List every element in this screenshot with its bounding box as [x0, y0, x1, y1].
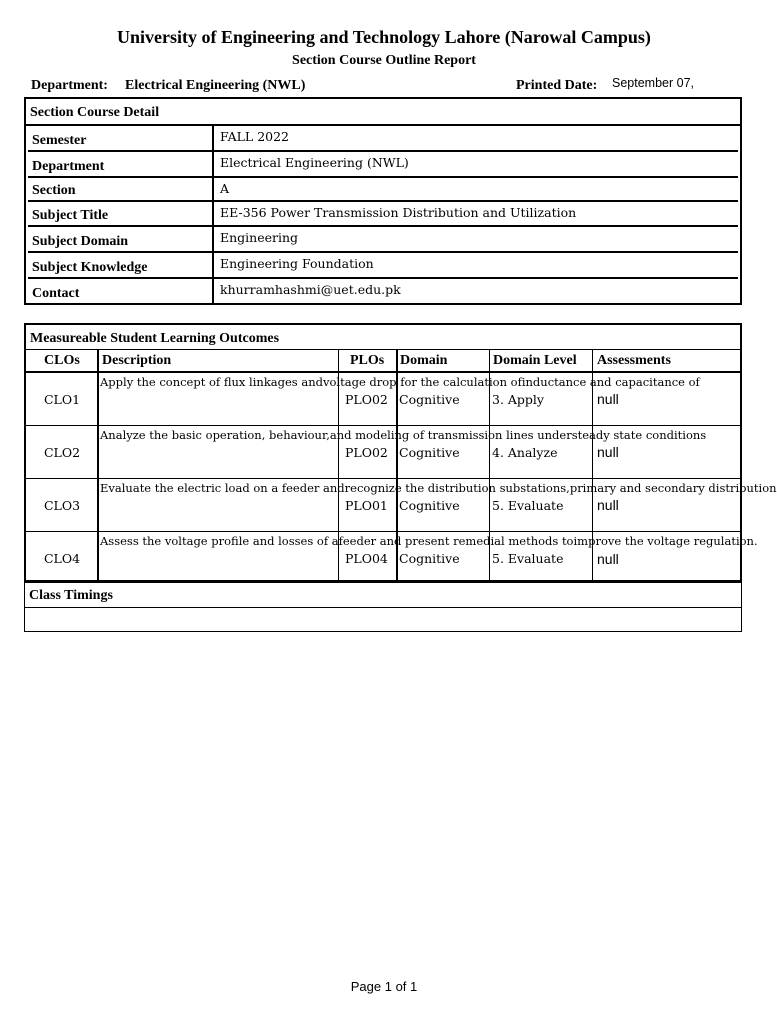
detail-row — [28, 279, 738, 303]
outcomes-heading: Measureable Student Learning Outcomes — [30, 331, 280, 346]
detail-value: khurramhashmi@uet.edu.pk — [220, 282, 401, 297]
detail-value: A — [220, 181, 230, 196]
description-line: Assess the voltage profile and losses of a — [100, 534, 339, 548]
plo-code: PLO02 — [345, 444, 388, 460]
domain-level-value: 4. Analyze — [492, 444, 558, 460]
detail-label: Section — [28, 178, 214, 200]
column-divider — [592, 349, 593, 580]
assessment-value: null — [597, 444, 619, 460]
plo-code: PLO01 — [345, 497, 388, 513]
description-line: Apply the concept of flux linkages and — [100, 375, 323, 389]
domain-value: Cognitive — [399, 391, 460, 407]
plo-code: PLO04 — [345, 551, 388, 566]
column-header-domain: Domain — [400, 352, 448, 368]
printed-date-value: September 07, — [612, 76, 694, 90]
detail-row — [28, 253, 738, 279]
assessment-value: null — [597, 391, 619, 407]
outcomes-column-headers — [26, 349, 740, 373]
detail-label: Subject Domain — [28, 227, 214, 251]
page-number: Page 1 of 1 — [350, 979, 418, 994]
detail-heading: Section Course Detail — [26, 99, 740, 126]
detail-row — [28, 202, 738, 227]
detail-row — [28, 178, 738, 202]
table-row — [26, 532, 758, 585]
detail-value: Engineering — [220, 230, 299, 245]
clo-code: CLO1 — [43, 391, 81, 407]
domain-value: Cognitive — [399, 551, 460, 566]
class-timings-table — [24, 582, 742, 632]
domain-level-value: 5. Evaluate — [492, 497, 564, 513]
domain-value: Cognitive — [399, 444, 460, 460]
description-line: improve the voltage regulation. — [573, 534, 758, 548]
domain-level-value: 5. Evaluate — [492, 551, 564, 566]
domain-value: Cognitive — [399, 497, 460, 513]
description-line: steady state conditions — [571, 428, 707, 442]
table-row — [26, 426, 740, 479]
description-line: Analyze the basic operation, behaviour, — [100, 428, 330, 442]
column-header-clos: CLOs — [44, 352, 80, 368]
detail-value: Electrical Engineering (NWL) — [220, 155, 409, 170]
class-timings-heading: Class Timings — [25, 583, 741, 608]
column-header-assessments: Assessments — [597, 352, 671, 368]
detail-label: Subject Knowledge — [28, 253, 214, 277]
column-header-plos: PLOs — [350, 352, 385, 368]
detail-row — [28, 227, 738, 253]
assessment-value: null — [597, 550, 619, 567]
description-line: feeder and present remedial methods to — [338, 534, 574, 548]
department-value: Electrical Engineering (NWL) — [125, 78, 306, 93]
plo-code: PLO02 — [345, 391, 388, 407]
domain-level-value: 3. Apply — [492, 391, 544, 407]
description-line: voltage drop for the calculation of — [323, 375, 522, 389]
detail-label: Semester — [28, 126, 214, 150]
column-divider — [396, 349, 398, 580]
description-line: primary and secondary distribution — [569, 481, 777, 495]
detail-row — [28, 126, 738, 152]
clo-code: CLO2 — [43, 444, 81, 460]
description-line: inductance and capacitance of — [521, 375, 700, 389]
learning-outcomes-table — [24, 323, 777, 582]
assessment-value: null — [597, 497, 619, 513]
section-course-detail-table — [24, 97, 742, 305]
report-subtitle: Section Course Outline Report — [292, 53, 476, 68]
report-title: University of Engineering and Technology Lahore (Narowal Campus) — [117, 27, 651, 47]
detail-label: Subject Title — [28, 202, 214, 225]
department-label: Department: — [31, 78, 108, 93]
clo-code: CLO4 — [43, 551, 81, 566]
description-line: Evaluate the electric load on a feeder and — [100, 481, 345, 495]
column-divider — [97, 349, 99, 580]
column-divider — [338, 349, 339, 580]
detail-label: Department — [28, 152, 214, 176]
table-row — [26, 373, 740, 426]
description-line: recognize the distribution substations, — [344, 481, 570, 495]
detail-value: Engineering Foundation — [220, 256, 374, 271]
description-line: and modeling of transmission lines under — [329, 428, 572, 442]
detail-row — [28, 152, 738, 178]
table-row — [26, 479, 777, 532]
clo-code: CLO3 — [43, 497, 81, 513]
printed-date-label: Printed Date: — [516, 78, 598, 93]
detail-label: Contact — [28, 279, 214, 303]
column-header-domain-level: Domain Level — [493, 352, 577, 368]
detail-value: EE-356 Power Transmission Distribution and Utilization — [220, 205, 577, 220]
column-header-description: Description — [102, 352, 172, 368]
column-divider — [489, 349, 490, 580]
detail-value: FALL 2022 — [220, 129, 290, 144]
